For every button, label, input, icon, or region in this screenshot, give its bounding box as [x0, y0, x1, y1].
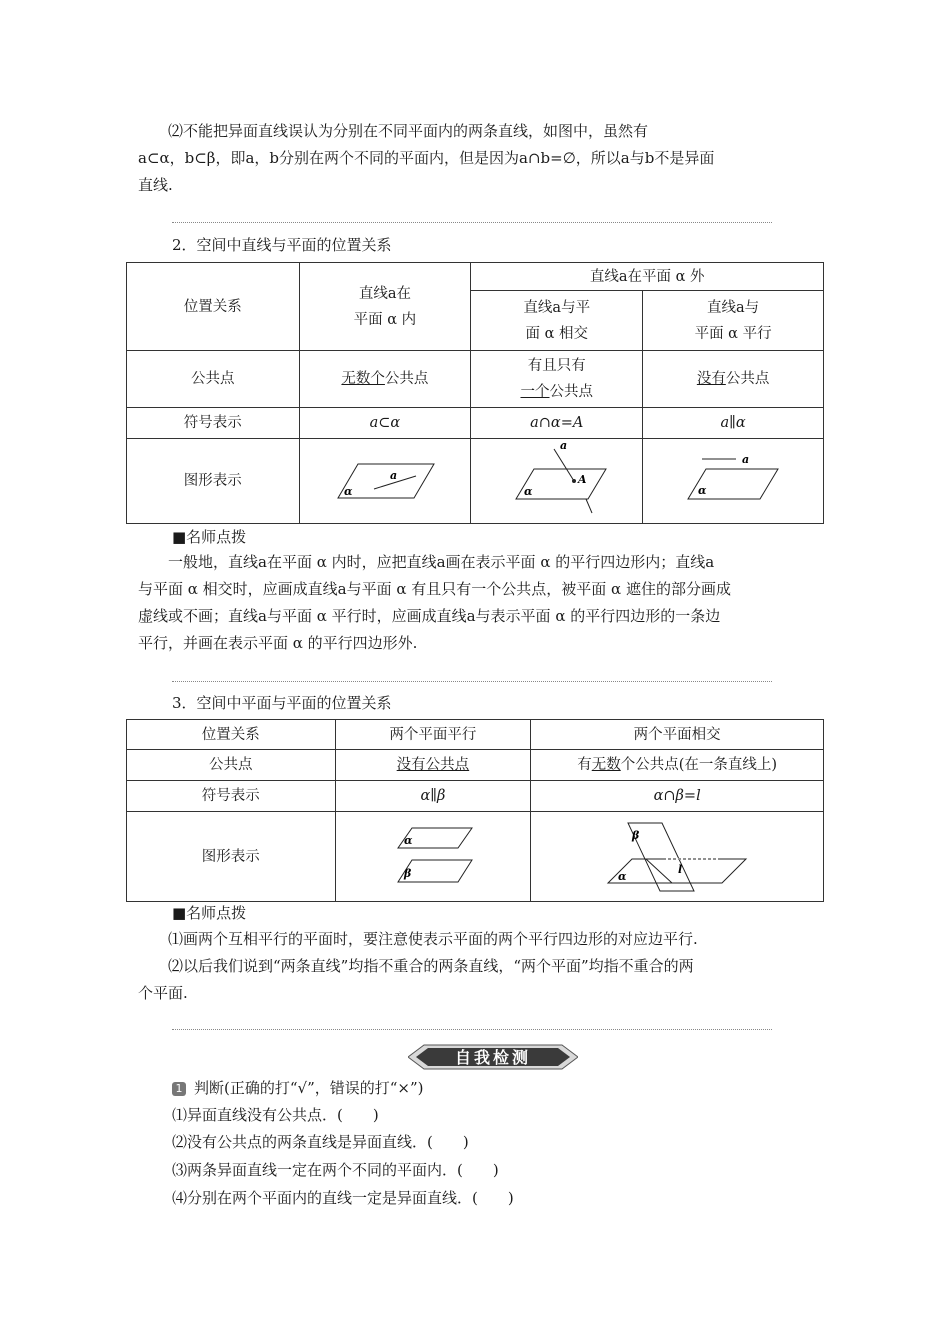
row-symbol: 符号表示: [127, 781, 336, 812]
question-item-3: ⑶两条异面直线一定在两个不同的平面内．( ): [172, 1161, 499, 1179]
self-check-banner: [408, 1042, 578, 1072]
header-position: 位置关系: [127, 720, 336, 750]
cell-in-common: 无数个公共点: [299, 351, 471, 408]
row-figure: 图形表示: [127, 439, 300, 524]
section-2-title: 2．空间中直线与平面的位置关系: [172, 236, 392, 254]
svg-text:α: α: [523, 485, 533, 498]
tip-head-2: ■名师点拨: [172, 528, 247, 546]
symbol-parallel: α∥β: [335, 781, 531, 812]
question-number-badge: 1: [172, 1082, 186, 1096]
divider: [172, 222, 772, 223]
tip-head-3: ■名师点拨: [172, 904, 247, 922]
tip-3-line-3: 个平面.: [138, 984, 188, 1002]
tip-3-line-1: ⑴画两个互相平行的平面时，要注意使表示平面的两个平行四边形的对应边平行.: [168, 930, 698, 948]
figure-line-in-plane: [299, 439, 471, 524]
tip-3-line-2: ⑵以后我们说到“两条直线”均指不重合的两条直线，“两个平面”均指不重合的两: [168, 957, 694, 975]
symbol-intersect: a∩α=A: [471, 408, 643, 439]
cell-parallel-common: 没有公共点: [643, 351, 824, 408]
cell-parallel-common: 没有公共点: [335, 750, 531, 781]
svg-text:β: β: [632, 828, 640, 842]
tip-2-line-3: 虚线或不画；直线a与平面 α 平行时，应画成直线a与表示平面 α 的平行四边形的一条边: [138, 607, 721, 625]
svg-text:α: α: [403, 833, 413, 847]
plane-plane-table: [126, 719, 824, 902]
svg-text:a: a: [559, 441, 567, 452]
line-plane-table: [126, 262, 824, 524]
row-common-points: 公共点: [127, 750, 336, 781]
header-position: 位置关系: [127, 263, 300, 351]
symbol-in: a⊂α: [299, 408, 471, 439]
svg-text:a: a: [389, 469, 398, 482]
header-intersect: 两个平面相交: [531, 720, 824, 750]
svg-text:β: β: [403, 866, 412, 880]
symbol-intersect: α∩β=l: [531, 781, 824, 812]
intro-line-3: 直线.: [138, 176, 173, 194]
cell-intersect-common: 有且只有 一个公共点: [471, 351, 643, 408]
question-title: 1 判断(正确的打“√”，错误的打“×”): [172, 1077, 424, 1098]
tip-2-line-2: 与平面 α 相交时，应画成直线a与平面 α 有且只有一个公共点，被平面 α 遮住的部分画成: [138, 580, 731, 598]
row-figure: 图形表示: [127, 812, 336, 902]
svg-text:a: a: [742, 453, 750, 466]
tip-2-line-4: 平行，并画在表示平面 α 的平行四边形外.: [138, 634, 418, 652]
header-parallel: 直线a与 平面 α 平行: [643, 291, 824, 351]
figure-parallel-planes: [335, 812, 531, 902]
svg-text:l: l: [678, 862, 683, 876]
row-symbol: 符号表示: [127, 408, 300, 439]
question-item-1: ⑴异面直线没有公共点．( ): [172, 1106, 379, 1124]
tip-2-line-1: 一般地，直线a在平面 α 内时，应把直线a画在表示平面 α 的平行四边形内；直线a: [168, 553, 715, 571]
cell-intersect-common: 有无数个公共点(在一条直线上): [531, 750, 824, 781]
svg-text:α: α: [343, 485, 353, 498]
divider: [172, 681, 772, 682]
svg-text:A: A: [577, 473, 587, 486]
header-outside-plane: 直线a在平面 α 外: [471, 263, 824, 291]
row-common-points: 公共点: [127, 351, 300, 408]
header-in-plane: 直线a在 平面 α 内: [299, 263, 471, 351]
intro-line-1: ⑵不能把异面直线误认为分别在不同平面内的两条直线，如图中，虽然有: [168, 122, 649, 140]
svg-text:α: α: [618, 869, 627, 883]
question-item-4: ⑷分别在两个平面内的直线一定是异面直线．( ): [172, 1189, 514, 1207]
figure-line-intersects-plane: [471, 439, 643, 524]
section-3-title: 3．空间中平面与平面的位置关系: [172, 694, 392, 712]
figure-intersecting-planes: [531, 812, 824, 902]
header-intersect: 直线a与平 面 α 相交: [471, 291, 643, 351]
intro-line-2: a⊂α，b⊂β，即a，b分别在两个不同的平面内，但是因为a∩b=∅，所以a与b不是异面: [138, 149, 715, 167]
svg-text:α: α: [698, 484, 707, 497]
symbol-parallel: a∥α: [643, 408, 824, 439]
header-parallel: 两个平面平行: [335, 720, 531, 750]
divider: [172, 1029, 772, 1030]
figure-line-parallel-plane: [643, 439, 824, 524]
svg-text:自我检测: 自我检测: [454, 1048, 532, 1067]
question-item-2: ⑵没有公共点的两条直线是异面直线．( ): [172, 1133, 469, 1151]
